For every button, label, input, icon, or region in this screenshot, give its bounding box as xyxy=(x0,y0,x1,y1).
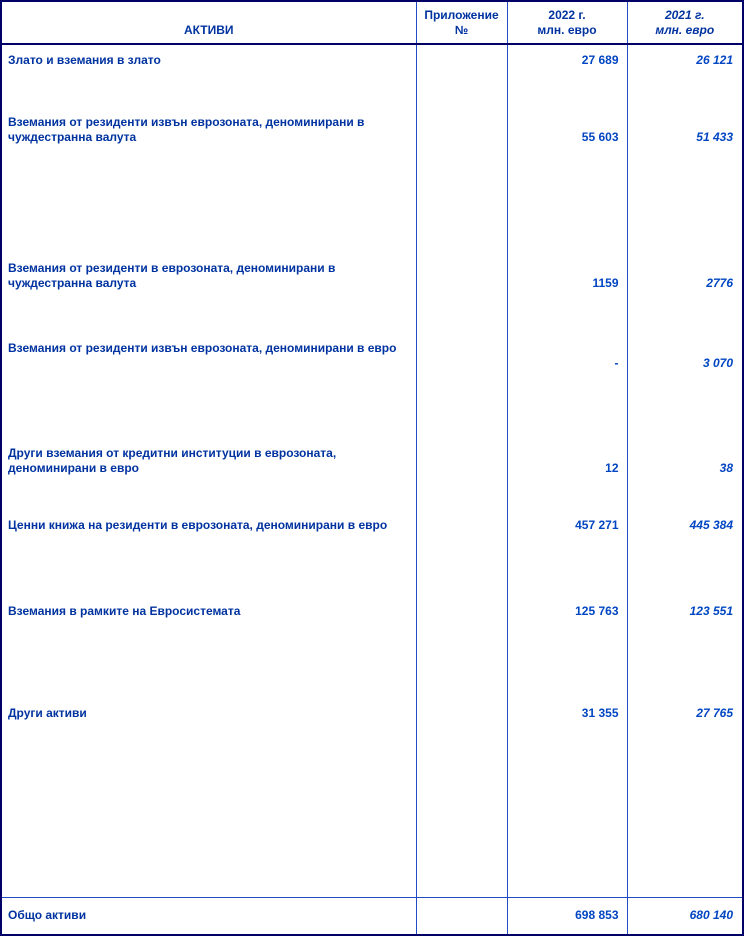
table-row-other-assets xyxy=(2,662,742,897)
table-row-gold xyxy=(2,44,742,105)
appendix-cell xyxy=(416,255,507,335)
total-value-2022: 698 853 xyxy=(507,897,627,934)
value-2022: 125 763 xyxy=(507,562,627,662)
appendix-cell xyxy=(416,502,507,562)
table-row-claims-euro-fc xyxy=(2,255,742,335)
appendix-cell xyxy=(416,897,507,934)
value-2021: 51 433 xyxy=(696,130,733,144)
row-label: Вземания от резиденти извън еврозоната, деноминирани в евро xyxy=(2,335,416,430)
value-2021: 123 551 xyxy=(689,604,733,618)
value-2022: 457 271 xyxy=(507,502,627,562)
column-header-2022-line2: млн. евро xyxy=(537,22,597,37)
row-label: Други активи xyxy=(2,662,416,897)
table-row-claims-non-euro-eur xyxy=(2,335,742,430)
column-header-appendix xyxy=(416,2,507,44)
column-header-2022-line1: 2022 г. xyxy=(548,7,586,22)
row-label: Други вземания от кредитни институции в еврозоната, деноминирани в евро xyxy=(2,430,416,502)
value-2022: 1159 xyxy=(507,255,627,335)
value-2021: 38 xyxy=(719,461,733,475)
table-row-total-assets xyxy=(2,897,742,934)
table-header-row xyxy=(2,2,742,44)
row-label: Вземания от резиденти в еврозоната, деноминирани в чуждестранна валута xyxy=(2,255,416,335)
column-header-appendix-line1: Приложение xyxy=(424,7,499,22)
appendix-cell xyxy=(416,105,507,255)
value-2021: 2776 xyxy=(706,276,733,290)
row-label: Ценни книжа на резиденти в еврозоната, деноминирани в евро xyxy=(2,502,416,562)
row-label: Вземания в рамките на Евросистемата xyxy=(2,562,416,662)
column-header-2021 xyxy=(627,2,742,44)
column-header-2022 xyxy=(507,2,627,44)
table-row-claims-non-euro-fc xyxy=(2,105,742,255)
value-2021: 27 765 xyxy=(696,706,733,720)
appendix-cell xyxy=(416,430,507,502)
column-header-2021-line1: 2021 г. xyxy=(664,7,705,22)
column-header-2021-line2: млн. евро xyxy=(655,22,715,37)
appendix-cell xyxy=(416,44,507,105)
column-header-assets: АКТИВИ xyxy=(2,2,416,44)
value-2021: 26 121 xyxy=(696,53,733,67)
appendix-cell xyxy=(416,662,507,897)
table-row-other-claims-credit-institutions xyxy=(2,430,742,502)
value-2021: 3 070 xyxy=(702,356,733,370)
table-row-securities-euro-area xyxy=(2,502,742,562)
value-2022: 12 xyxy=(507,430,627,502)
row-label: Вземания от резиденти извън еврозоната, деноминирани в чуждестранна валута xyxy=(2,105,416,255)
value-2022: 31 355 xyxy=(507,662,627,897)
value-2021: 445 384 xyxy=(689,518,733,532)
assets-table xyxy=(2,2,742,934)
value-2022: 55 603 xyxy=(507,105,627,255)
appendix-cell xyxy=(416,562,507,662)
total-label: Общо активи xyxy=(2,897,416,934)
column-header-appendix-line2: № xyxy=(454,22,469,37)
table-row-intra-eurosystem-claims xyxy=(2,562,742,662)
value-2022: - xyxy=(507,335,627,430)
row-label: Злато и вземания в злато xyxy=(2,44,416,105)
appendix-cell xyxy=(416,335,507,430)
value-2022: 27 689 xyxy=(507,44,627,105)
total-value-2021: 680 140 xyxy=(627,897,742,934)
